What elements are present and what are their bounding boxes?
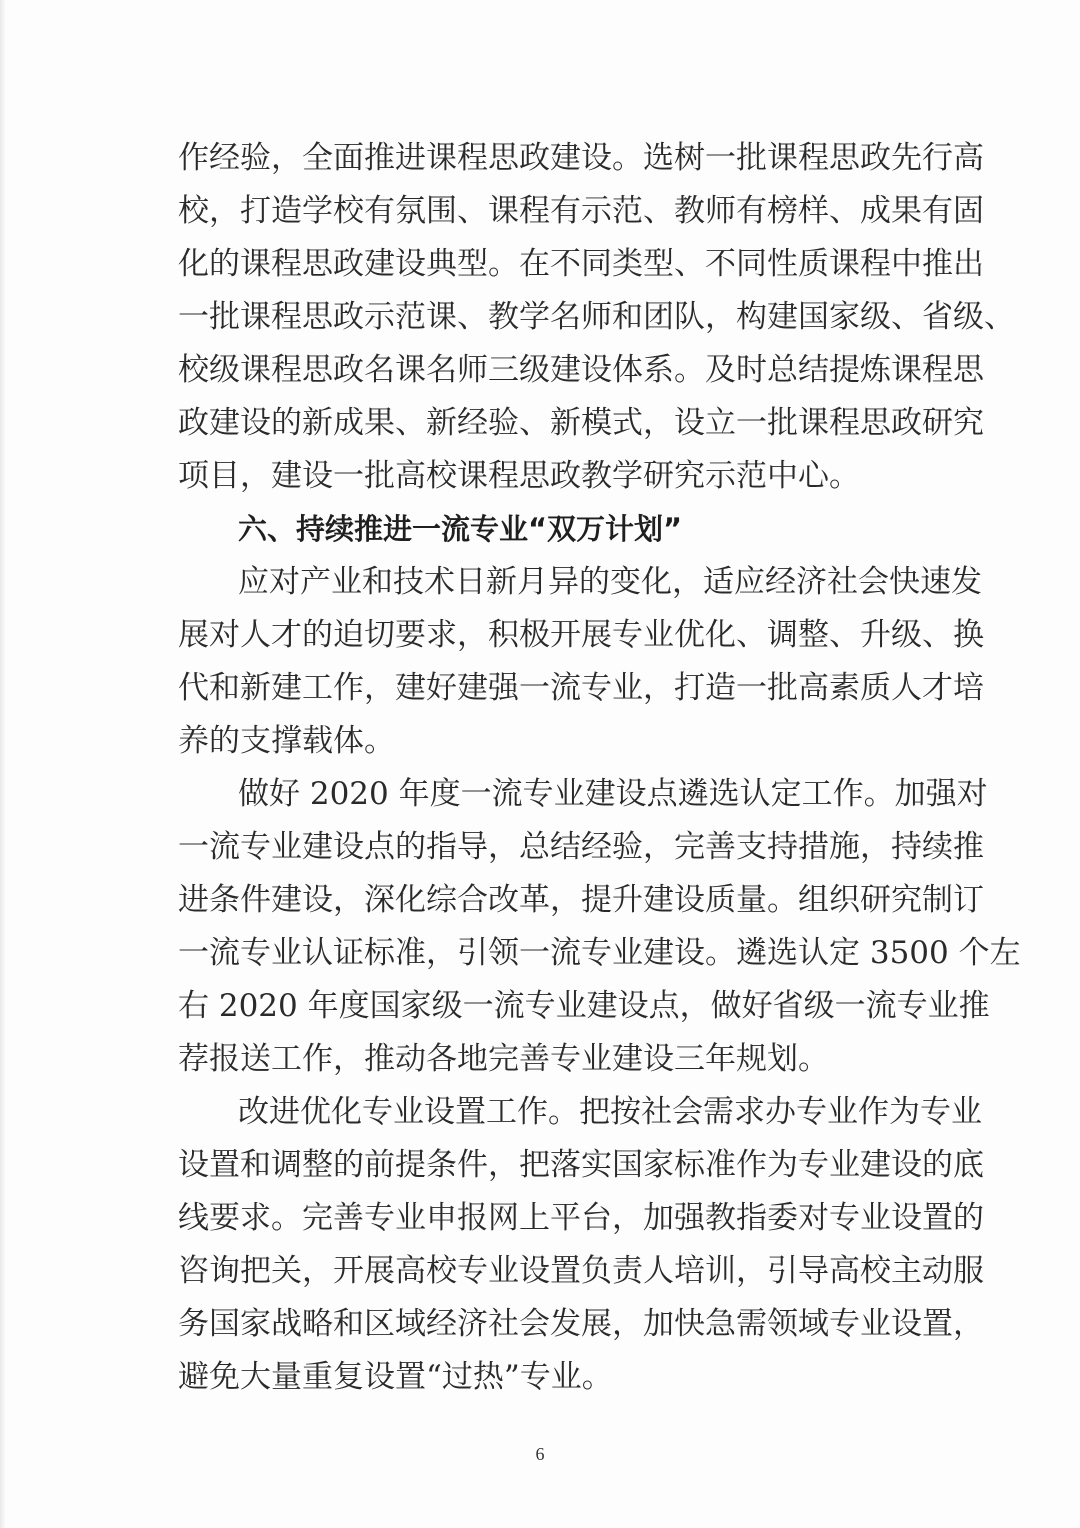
paragraph-4-line-2: 设置和调整的前提条件，把落实国家标准作为专业建设的底 xyxy=(178,1147,984,1183)
paragraph-1-line-1: 作经验，全面推进课程思政建设。选树一批课程思政先行高 xyxy=(178,140,984,176)
paragraph-2-line-4: 养的支撑载体。 xyxy=(178,723,395,759)
paragraph-4-line-6: 避免大量重复设置“过热”专业。 xyxy=(178,1359,613,1395)
paragraph-2-line-3: 代和新建工作，建好建强一流专业，打造一批高素质人才培 xyxy=(178,670,984,706)
paragraph-1-line-5: 校级课程思政名课名师三级建设体系。及时总结提炼课程思 xyxy=(178,352,984,388)
paragraph-3-line-4: 一流专业认证标准，引领一流专业建设。遴选认定 3500 个左 xyxy=(178,935,1021,971)
paragraph-4-line-4: 咨询把关，开展高校专业设置负责人培训，引导高校主动服 xyxy=(178,1253,984,1289)
paragraph-3-line-2: 一流专业建设点的指导，总结经验，完善支持措施，持续推 xyxy=(178,829,984,865)
paragraph-3-line-6: 荐报送工作，推动各地完善专业建设三年规划。 xyxy=(178,1041,829,1077)
paragraph-4-line-3: 线要求。完善专业申报网上平台，加强教指委对专业设置的 xyxy=(178,1200,984,1236)
paragraph-1-line-4: 一批课程思政示范课、教学名师和团队，构建国家级、省级、 xyxy=(178,299,1015,335)
paragraph-3-line-1: 做好 2020 年度一流专业建设点遴选认定工作。加强对 xyxy=(238,776,988,812)
paragraph-4-line-5: 务国家战略和区域经济社会发展，加快急需领域专业设置， xyxy=(178,1306,984,1342)
paragraph-1-line-6: 政建设的新成果、新经验、新模式，设立一批课程思政研究 xyxy=(178,405,984,441)
page-number: 6 xyxy=(535,1444,545,1464)
paragraph-3-line-5: 右 2020 年度国家级一流专业建设点，做好省级一流专业推 xyxy=(178,988,990,1024)
paragraph-2-line-1: 应对产业和技术日新月异的变化，适应经济社会快速发 xyxy=(238,564,982,600)
paragraph-1-line-2: 校，打造学校有氛围、课程有示范、教师有榜样、成果有固 xyxy=(178,193,984,229)
section-heading: 六、持续推进一流专业“双万计划” xyxy=(238,512,683,546)
paragraph-1-line-7: 项目，建设一批高校课程思政教学研究示范中心。 xyxy=(178,458,860,494)
paragraph-2-line-2: 展对人才的迫切要求，积极开展专业优化、调整、升级、换 xyxy=(178,617,984,653)
paragraph-4-line-1: 改进优化专业设置工作。把按社会需求办专业作为专业 xyxy=(238,1094,982,1130)
scan-edge xyxy=(0,0,6,1528)
paragraph-1-line-3: 化的课程思政建设典型。在不同类型、不同性质课程中推出 xyxy=(178,246,984,282)
paragraph-3-line-3: 进条件建设，深化综合改革，提升建设质量。组织研究制订 xyxy=(178,882,984,918)
